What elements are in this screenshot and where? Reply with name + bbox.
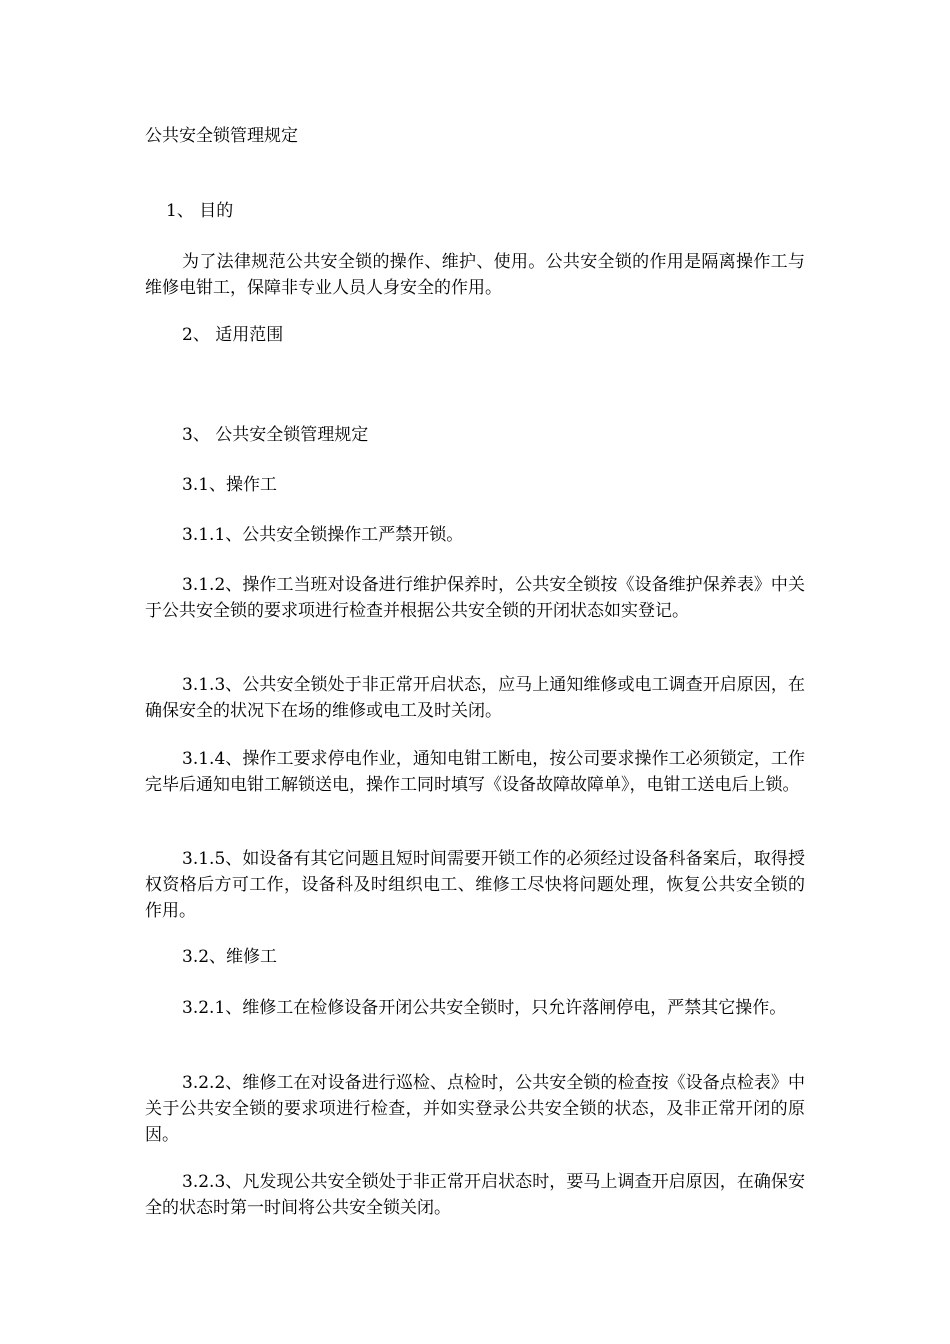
section-heading-purpose: 1、 目的 [166, 201, 234, 221]
paragraph-3-2-1: 3.2.1、维修工在检修设备开闭公共安全锁时，只允许落闸停电，严禁其它操作。 [182, 998, 787, 1018]
section-heading-scope: 2、 适用范围 [182, 325, 284, 345]
paragraph-3-1-4: 3.1.4、操作工要求停电作业，通知电钳工断电，按公司要求操作工必须锁定，工作完毕后通知电钳工解锁送电，操作工同时填写《设备故障故障单》，电钳工送电后上锁。 [145, 749, 805, 795]
paragraph-3-2-2: 3.2.2、维修工在对设备进行巡检、点检时，公共安全锁的检查按《设备点检表》中关于公共安全锁的要求项进行检查，并如实登录公共安全锁的状态，及非正常开闭的原因。 [145, 1073, 805, 1145]
paragraph-3-1-3: 3.1.3、公共安全锁处于非正常开启状态，应马上通知维修或电工调查开启原因，在确保安全的状况下在场的维修或电工及时关闭。 [145, 675, 805, 721]
paragraph-3-2-3: 3.2.3、凡发现公共安全锁处于非正常开启状态时，要马上调查开启原因，在确保安全的状态时第一时间将公共安全锁关闭。 [145, 1172, 805, 1218]
paragraph-3-1-5: 3.1.5、如设备有其它问题且短时间需要开锁工作的必须经过设备科备案后，取得授权资格后方可工作，设备科及时组织电工、维修工尽快将问题处理，恢复公共安全锁的作用。 [145, 849, 805, 921]
subsection-heading-operator: 3.1、操作工 [182, 475, 278, 495]
section-heading-rules: 3、 公共安全锁管理规定 [182, 425, 369, 445]
paragraph-3-1-2: 3.1.2、操作工当班对设备进行维护保养时，公共安全锁按《设备维护保养表》中关于公共安全锁的要求项进行检查并根据公共安全锁的开闭状态如实登记。 [145, 575, 805, 621]
paragraph-purpose: 为了法律规范公共安全锁的操作、维护、使用。公共安全锁的作用是隔离操作工与维修电钳工，保障非专业人员人身安全的作用。 [145, 252, 805, 298]
subsection-heading-maintenance: 3.2、维修工 [182, 947, 278, 967]
paragraph-3-1-1: 3.1.1、公共安全锁操作工严禁开锁。 [182, 525, 464, 545]
document-title: 公共安全锁管理规定 [145, 126, 298, 146]
